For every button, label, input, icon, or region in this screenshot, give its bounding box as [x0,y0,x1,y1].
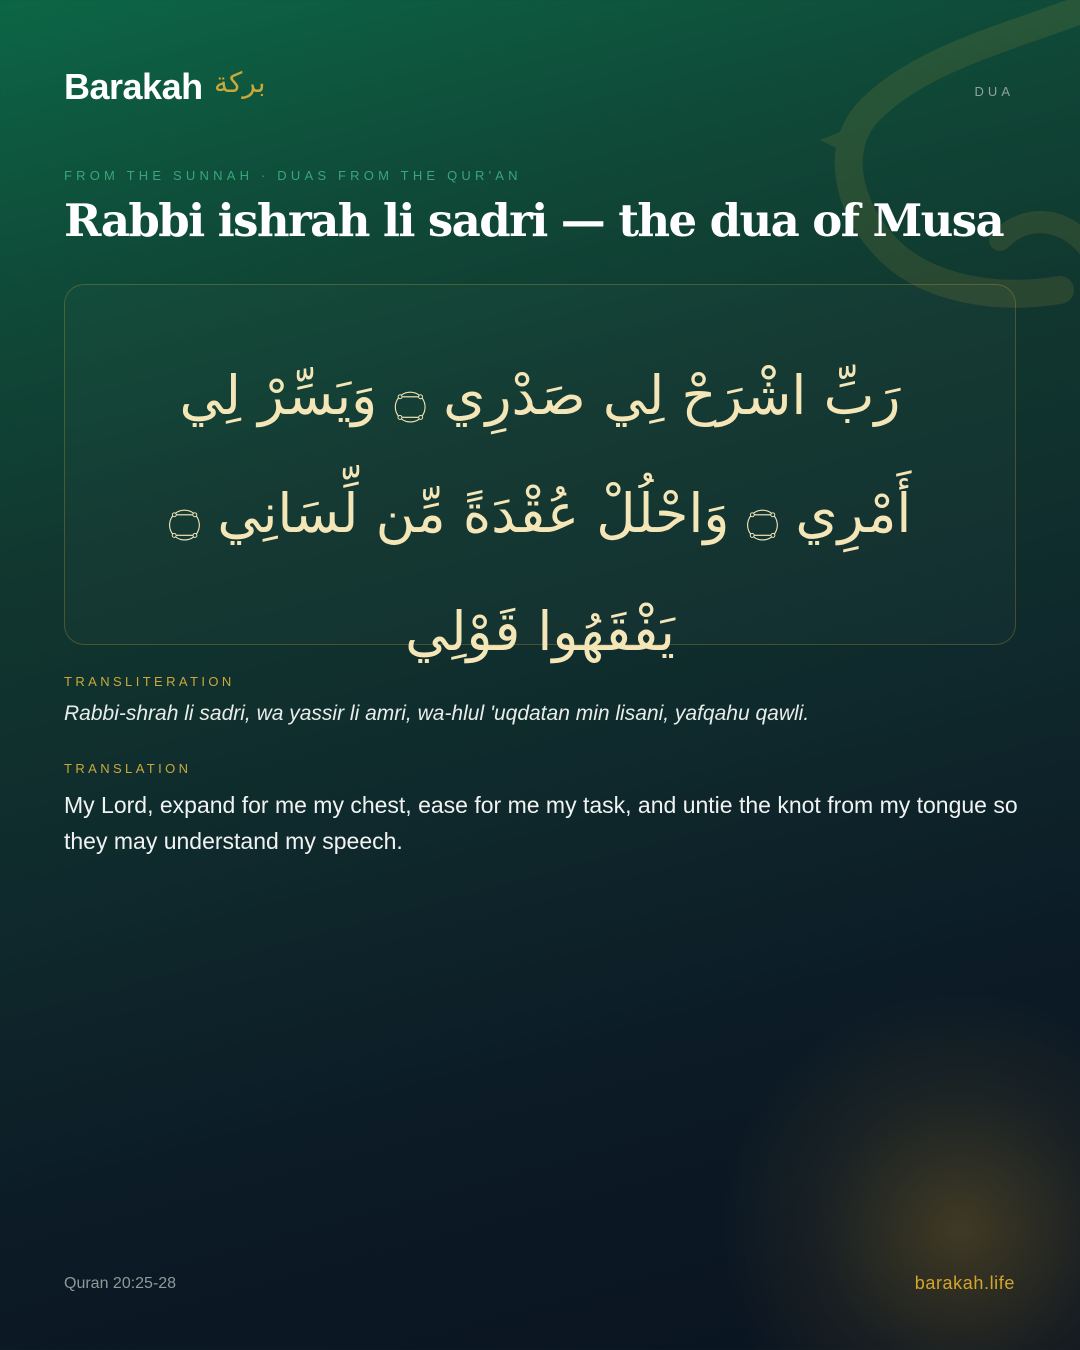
quran-reference: Quran 20:25-28 [64,1275,177,1292]
brand-arabic: بركة [214,66,266,99]
brand-logo: Barakah [64,66,203,107]
translation-text: My Lord, expand for me my chest, ease for me my task, and untie the knot from my tongue so they may understand my speech. [64,792,1018,854]
section-tag: DUA [974,84,1014,99]
translation-label: TRANSLATION [64,761,192,776]
site-link[interactable]: barakah.life [914,1273,1015,1293]
arabic-text: رَبِّ اشْرَحْ لِي صَدْرِي ۝ وَيَسِّرْ لِي أَمْرِي ۝ وَاحْلُلْ عُقْدَةً مِّن لِّسَانِي ۝ يَفْقَهُوا قَوْلِي [168,364,912,663]
transliteration-text: Rabbi-shrah li sadri, wa yassir li amri, wa-hlul 'uqdatan min lisani, yafqahu qawli. [64,702,810,725]
page-title: Rabbi ishrah li sadri — the dua of Musa [64,194,1004,247]
transliteration-label: TRANSLITERATION [64,674,235,689]
arabic-card [64,284,1016,663]
category-kicker: FROM THE SUNNAH · DUAS FROM THE QUR'AN [64,168,522,183]
